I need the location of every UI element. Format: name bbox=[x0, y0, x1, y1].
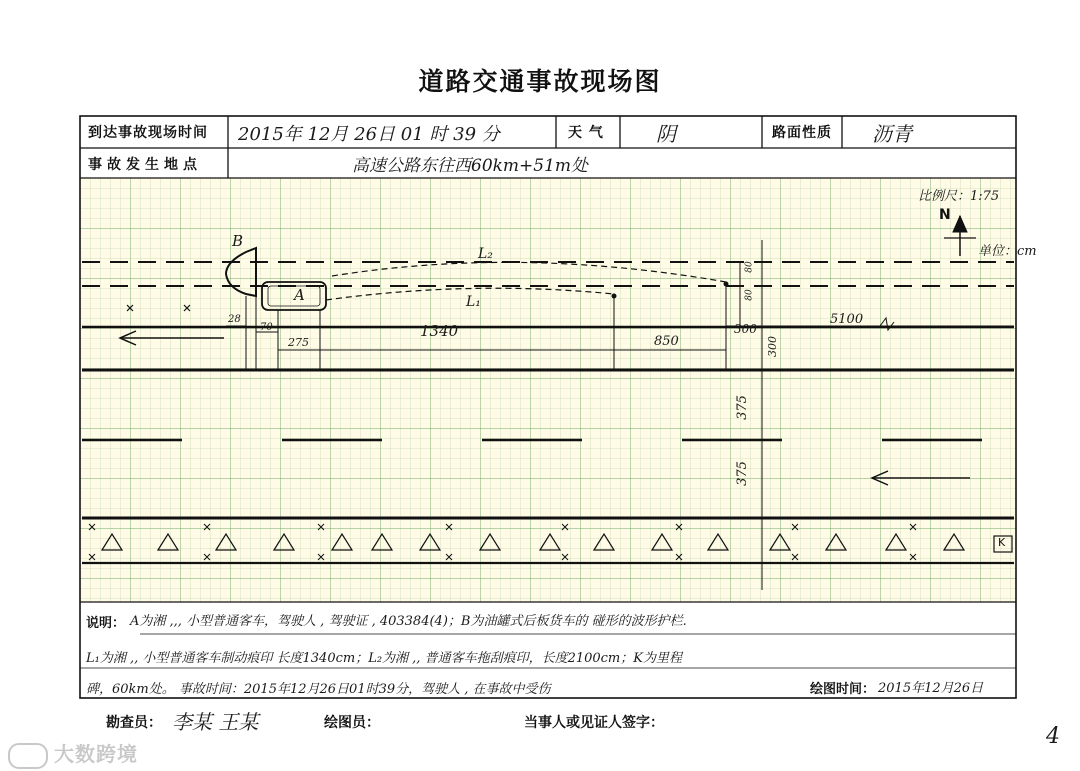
km-post-label: K bbox=[998, 536, 1006, 549]
watermark-logo-icon bbox=[8, 743, 48, 769]
dim-5100: 5100 bbox=[830, 312, 864, 327]
notes-label: 说明： bbox=[86, 616, 126, 631]
watermark bbox=[8, 738, 138, 769]
investigator-label: 勘查员： bbox=[106, 715, 162, 731]
drawer-label: 绘图员： bbox=[324, 715, 380, 731]
scale-label: 比例尺：1:75 bbox=[918, 189, 1000, 204]
page-title: 道路交通事故现场图 bbox=[418, 67, 662, 96]
arrival-time-value: 2015年 12月 26日 01 时 39 分 bbox=[238, 124, 500, 145]
dim-275: 275 bbox=[288, 336, 309, 349]
dim-850: 850 bbox=[654, 334, 679, 349]
mark-l2-label: L₂ bbox=[478, 246, 493, 262]
draw-time-value: 2015年12月26日 bbox=[878, 681, 984, 696]
watermark-text: 大数跨境 bbox=[54, 742, 138, 766]
page-mark: 4 bbox=[1046, 724, 1060, 749]
location-label: 事故发生地点 bbox=[88, 157, 202, 173]
dim-70: 70 bbox=[260, 322, 273, 333]
mark-l1-label: L₁ bbox=[466, 294, 481, 310]
weather-value: 阴 bbox=[656, 122, 676, 146]
weather-label: 天 气 bbox=[568, 125, 604, 141]
north-label: N bbox=[939, 207, 951, 223]
dim-80-bottom: 80 bbox=[744, 289, 755, 301]
dim-300-vertical: 300 bbox=[766, 336, 779, 357]
dim-375-upper: 375 bbox=[734, 395, 750, 420]
party-signature-label: 当事人或见证人签字： bbox=[524, 715, 664, 731]
vehicle-a-label: A bbox=[294, 286, 305, 304]
location-value: 高速公路东往西60km+51m处 bbox=[352, 156, 589, 176]
notes-line-3: 碑，60km处。 事故时间：2015年12月26日01时39分，驾驶人 , 在事故中受伤 bbox=[86, 682, 551, 697]
notes-line-1: A为湘 ,,, 小型普通客车，驾驶人 , 驾驶证 , 403384(4)；B为油罐式后板货车的 碰形的波形护栏. bbox=[130, 614, 687, 629]
investigator-signature: 李某 王某 bbox=[172, 710, 259, 734]
arrival-time-label: 到达事故现场时间 bbox=[88, 125, 208, 141]
dim-80-top: 80 bbox=[744, 261, 755, 273]
dim-300-horizontal: 300 bbox=[734, 322, 757, 336]
road-surface-label: 路面性质 bbox=[772, 125, 832, 141]
dim-375-lower: 375 bbox=[734, 461, 750, 486]
dim-1340: 1340 bbox=[420, 322, 459, 340]
vehicle-b-label: B bbox=[232, 232, 244, 250]
draw-time-label: 绘图时间： bbox=[810, 682, 876, 697]
dim-28: 28 bbox=[228, 314, 241, 325]
notes-line-2: L₁为湘 ,, 小型普通客车制动痕印 长度1340cm；L₂为湘 ,, 普通客车拖刮痕印，长度2100cm；K为里程 bbox=[86, 651, 682, 666]
road-surface-value: 沥青 bbox=[872, 122, 912, 146]
unit-label: 单位：cm bbox=[978, 244, 1037, 259]
